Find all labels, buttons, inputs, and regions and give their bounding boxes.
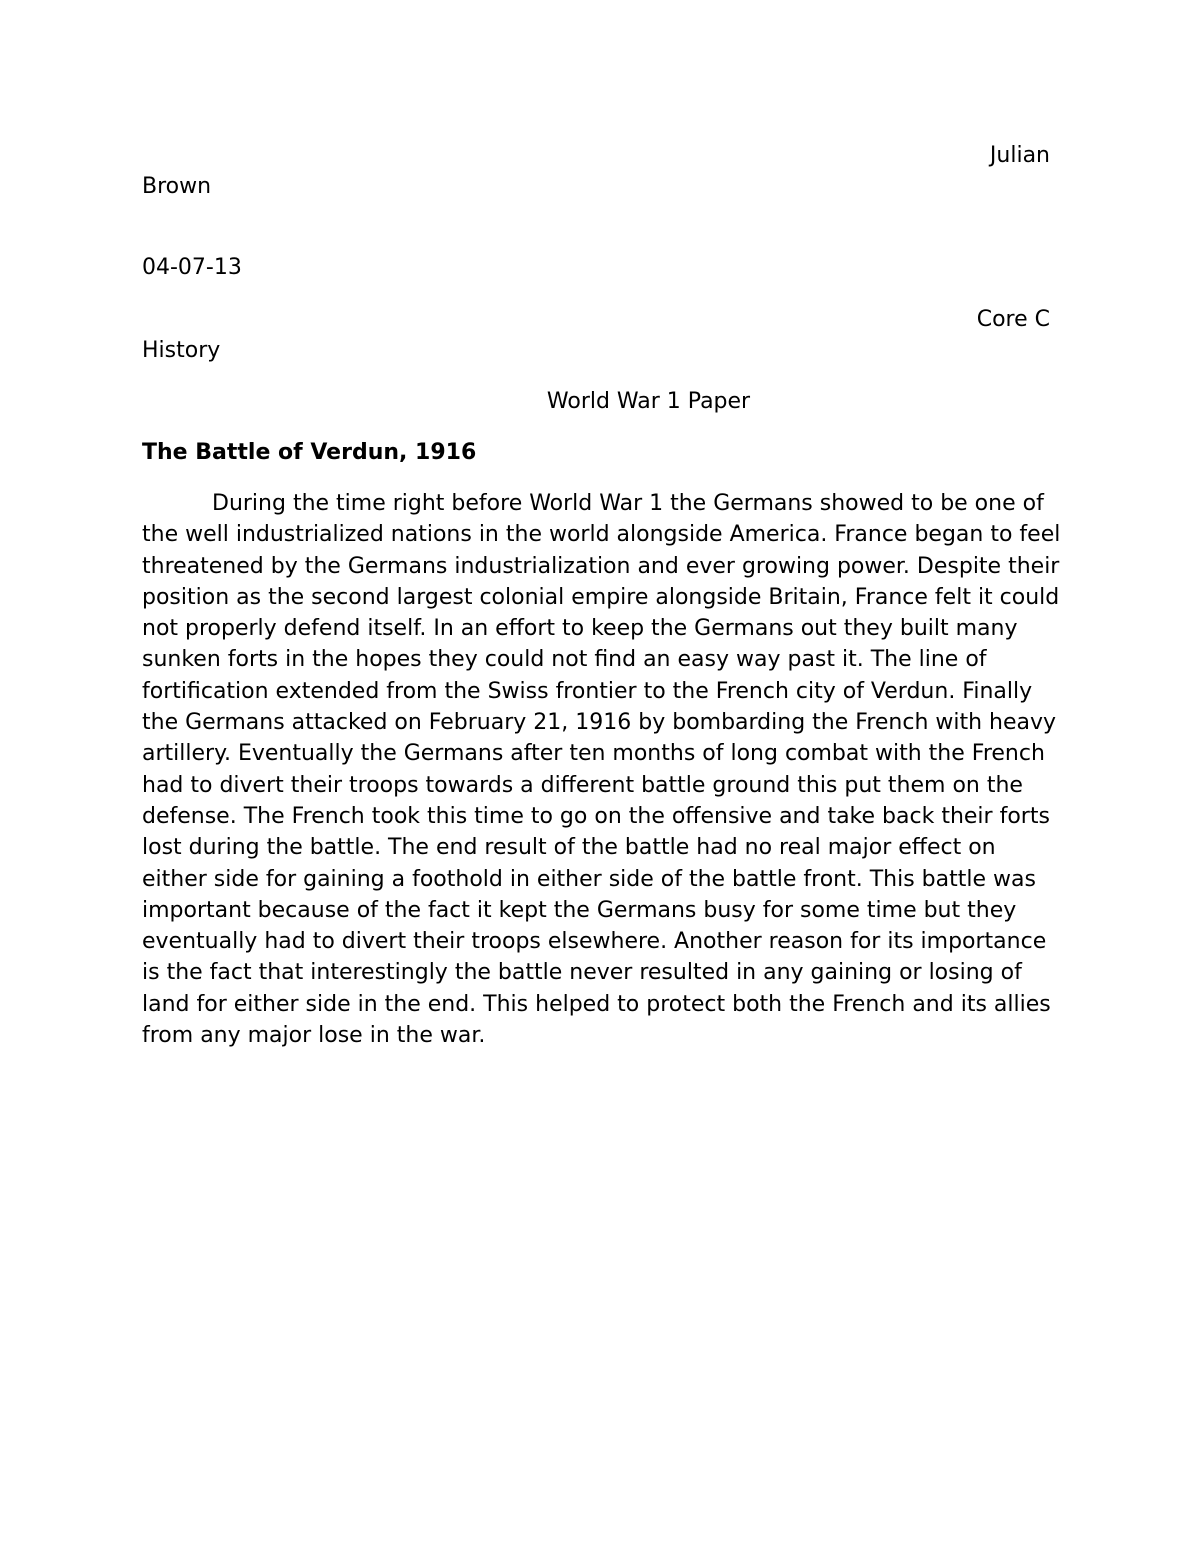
paper-title: World War 1 Paper xyxy=(546,389,751,414)
author-last-name: Brown xyxy=(142,174,212,199)
class-core: Core C xyxy=(976,307,1050,332)
date: 04-07-13 xyxy=(142,255,242,280)
author-first-name: Julian xyxy=(989,143,1050,168)
section-heading: The Battle of Verdun, 1916 xyxy=(142,440,477,465)
body-paragraph: During the time right before World War 1 the Germans showed to be one of the well industrialized nations in the world alongside America. France began to feel threatened by the Germans industrialization and ever growing power. Despite their position as the second largest colonial empire alongside Britain, France felt it could not properly defend itself. In an effort to keep the Germans out they built many sunken forts in the hopes they could not find an easy way past it. The line of fortification extended from the Swiss frontier to the French city of Verdun. Finally the Germans attacked on February 21, 1916 by bombarding the French with heavy artillery. Eventually the Germans after ten months of long combat with the French had to divert their troops towards a different battle ground this put them on the defense. The French took this time to go on the offensive and take back their forts lost during the battle. The end result of the battle had no real major effect on either side for gaining a foothold in either side of the battle front. This battle was important because of the fact it kept the Germans busy for some time but they eventually had to divert their troops elsewhere. Another reason for its importance is the fact that interestingly the battle never resulted in any gaining or losing of land for either side in the end. This helped to protect both the French and its allies from any major lose in the war. xyxy=(142,491,1061,1049)
class-subject: History xyxy=(142,338,221,363)
